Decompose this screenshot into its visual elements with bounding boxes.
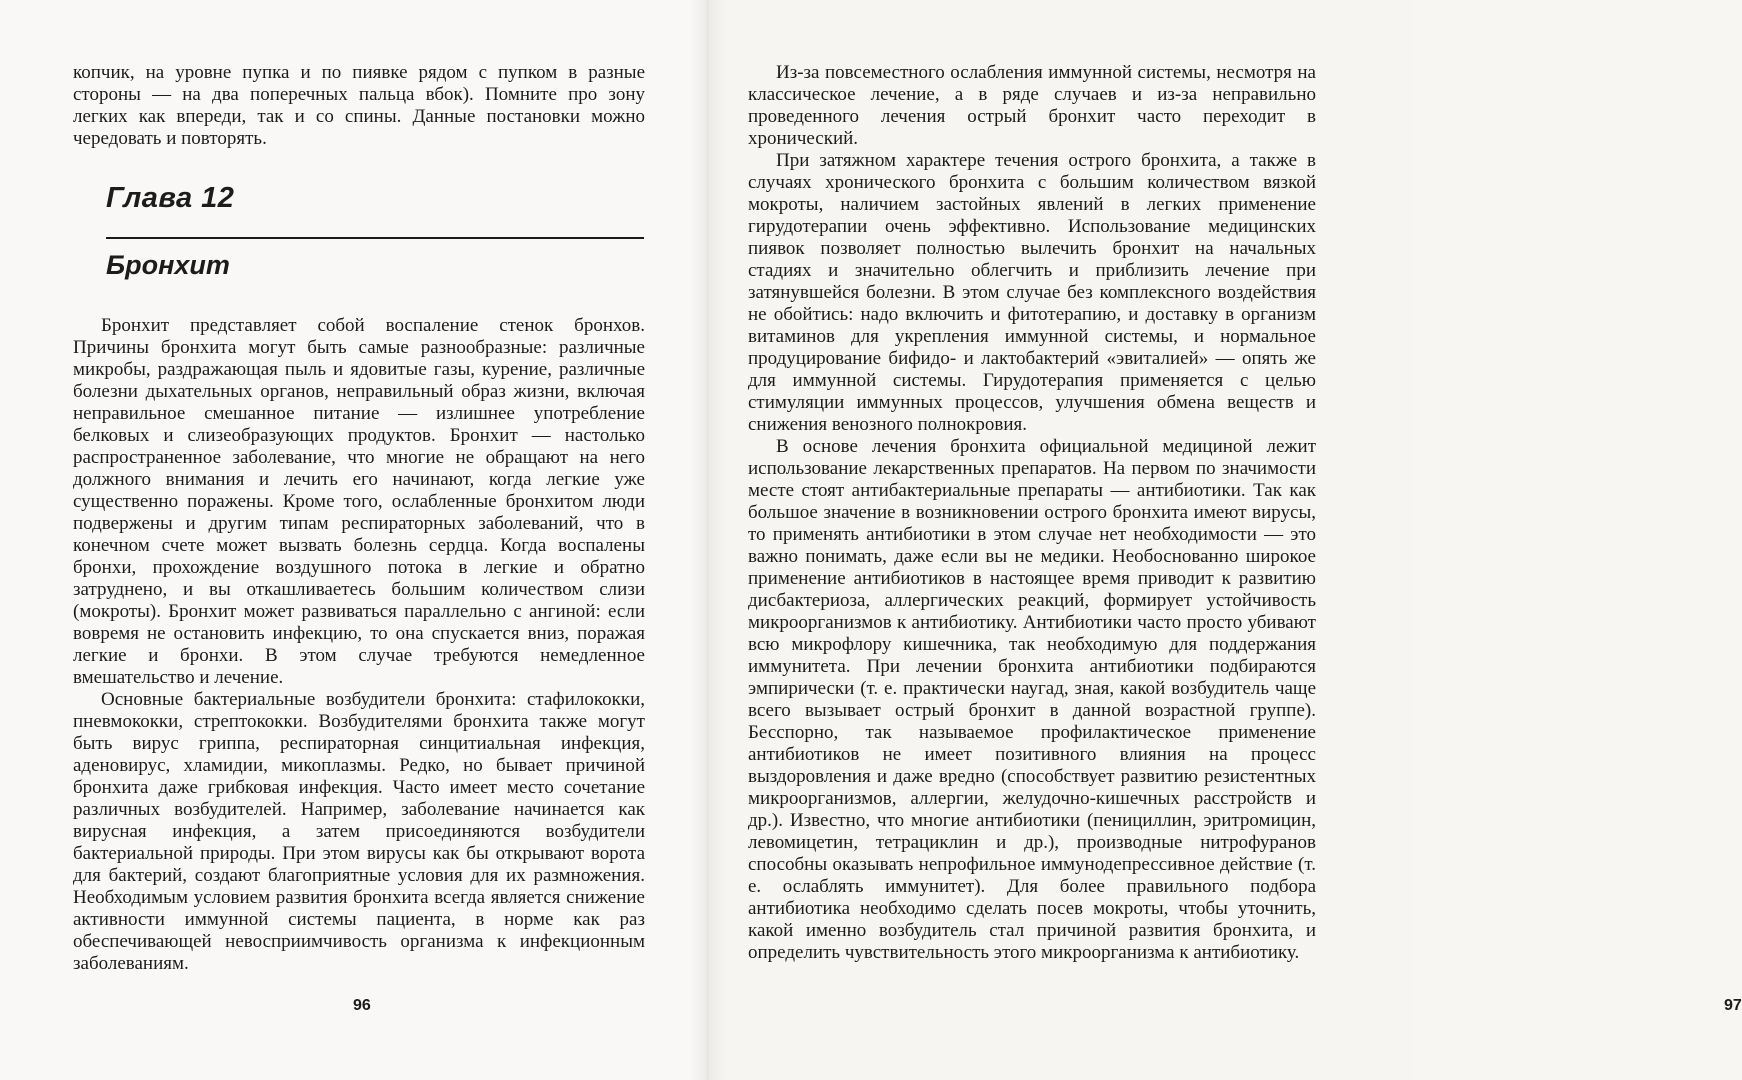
paragraph: При затяжном характере течения острого бронхита, а также в случаях хронического бронхита с большим количеством вязкой мокроты, наличием застойных явлений в легких применение гирудотерапии очень эффективно. Использование медицинских пиявок позволяет полностью вылечить бронхит на начальных стадиях и значительно облегчить и приблизить лечение при затянувшейся болезни. В этом случае без комплексного воздействия не обойтись: надо включить и фитотерапию, и доставку в организм витаминов для укрепления иммунной системы, и нормальное продуцирование бифидо- и лактобактерий «эвиталией» — опять же для иммунной системы. Гирудотерапия применяется с целью стимуляции иммунных процессов, улучшения обмена веществ и снижения венозного полнокровия. — [748, 150, 1316, 435]
continued-paragraph: копчик, на уровне пупка и по пиявке рядом с пупком в разные стороны — на два поперечных пальца вбок). Помните про зону легких как впереди, так и со спины. Данные постановки можно чередовать и повторять. — [73, 62, 645, 149]
chapter-divider — [106, 237, 644, 239]
book-gutter-shadow — [690, 0, 726, 1080]
continued-text-block — [73, 62, 645, 150]
paragraph: Основные бактериальные возбудители бронхита: стафилококки, пневмококки, стрептококки. Возбудителями бронхита также могут быть вирус гриппа, респираторная синцитиальная инфекция, аденовирус, хламидии, микоплазмы. Редко, но бывает причиной бронхита даже грибковая инфекция. Часто имеет место сочетание различных возбудителей. Например, заболевание начинается как вирусная инфекция, а затем присоединяются возбудители бактериальной природы. При этом вирусы как бы открывают ворота для бактерий, создают благоприятные условия для их размножения. Необходимым условием развития бронхита всегда является снижение активности иммунной системы пациента, в норме как раз обеспечивающей невосприимчивость организма к инфекционным заболеваниям. — [73, 689, 645, 974]
left-page — [0, 0, 706, 1080]
page-number: 97 — [1724, 997, 1742, 1014]
page-number: 96 — [353, 997, 371, 1014]
chapter-number: Глава 12 — [106, 182, 235, 214]
paragraph: Бронхит представляет собой воспаление стенок бронхов. Причины бронхита могут быть самые разнообразные: различные микробы, раздражающая пыль и ядовитые газы, курение, различные болезни дыхательных органов, неправильный образ жизни, включая неправильное смешанное питание — излишнее употребление белковых и слизеобразующих продуктов. Бронхит — настолько распространенное заболевание, что многие не обращают на него должного внимания и лечить его начинают, когда легкие уже существенно поражены. Кроме того, ослабленные бронхитом люди подвержены и другим типам респираторных заболеваний, что в конечном счете может вызвать болезнь сердца. Когда воспалены бронхи, прохождение воздушного потока в легкие и обратно затруднено, и вы откашливаетесь большим количеством слизи (мокроты). Бронхит может развиваться параллельно с ангиной: если вовремя не остановить инфекцию, то она спускается вниз, поражая легкие и бронхи. В этом случае требуются немедленное вмешательство и лечение. — [73, 315, 645, 688]
chapter-title: Бронхит — [106, 250, 230, 280]
paragraph: Из-за повсеместного ослабления иммунной системы, несмотря на классическое лечение, а в ряде случаев и из-за неправильно проведенного лечения острый бронхит часто переходит в хронический. — [748, 62, 1316, 149]
paragraph: В основе лечения бронхита официальной медициной лежит использование лекарственных препаратов. На первом по значимости месте стоят антибактериальные препараты — антибиотики. Так как большое значение в возникновении острого бронхита имеют вирусы, то применять антибиотики в этом случае нет необходимости — это важно понимать, даже если вы не медики. Необоснованно широкое применение антибиотиков в настоящее время приводит к развитию дисбактериоза, аллергических реакций, формирует устойчивость микроорганизмов к антибиотику. Антибиотики часто просто убивают всю микрофлору кишечника, так необходимую для поддержания иммунитета. При лечении бронхита антибиотики подбираются эмпирически (т. е. практически наугад, зная, какой возбудитель чаще всего вызывает острый бронхит в данной возрастной группе). Бесспорно, так называемое профилактическое применение антибиотиков не имеет позитивного влияния на процесс выздоровления и даже вредно (способствует развитию резистентных микроорганизмов, аллергии, желудочно-кишечных расстройств и др.). Известно, что многие антибиотики (пенициллин, эритромицин, левомицетин, тетрациклин и др.), производные нитрофуранов способны оказывать непрофильное иммунодепрессивное действие (т. е. ослаблять иммунитет). Для более правильного подбора антибиотика необходимо сделать посев мокроты, чтобы уточнить, какой именно возбудитель стал причиной развития бронхита, и определить чувствительность этого микроорганизма к антибиотику. — [748, 436, 1316, 963]
left-body-text — [73, 315, 645, 975]
right-body-text — [748, 62, 1316, 964]
